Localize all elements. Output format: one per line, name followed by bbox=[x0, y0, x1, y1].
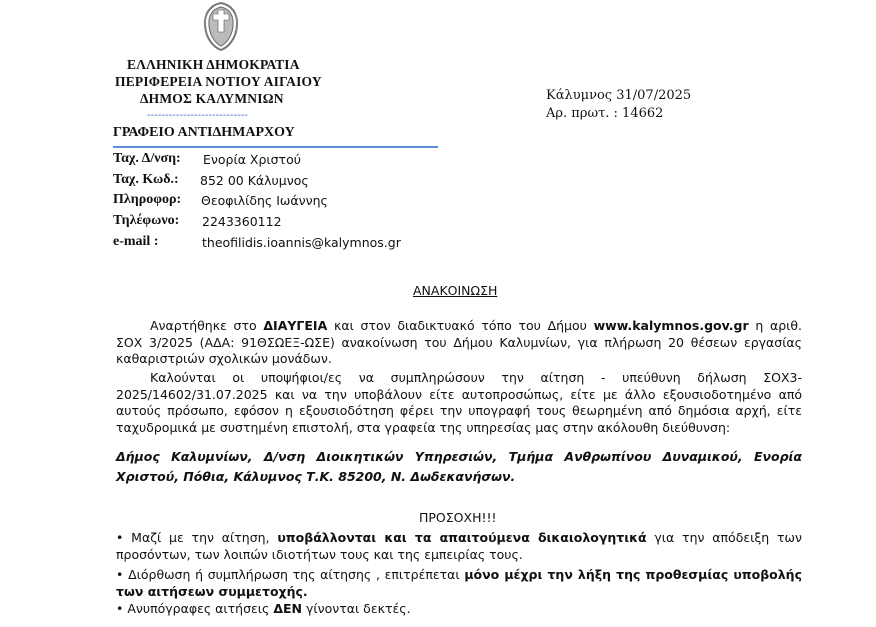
b2-text-a: Διόρθωση ή συμπλήρωση της αίτησης , επιτρέπεται bbox=[123, 567, 465, 582]
p1-website: www.kalymnos.gov.gr bbox=[593, 318, 749, 333]
info-value-phone: 2243360112 bbox=[202, 214, 282, 229]
paragraph-application: Καλούνται οι υποψήφιοι/ες να συμπληρώσουν την αίτηση - υπεύθυνη δήλωση ΣΟΧ3-2025/14602/31.07.2025 και να την υποβάλουν είτε αυτοπροσώπως, είτε με άλλο εξουσιοδοτημένο από αυτούς πρόσωπο, εφόσον η εξουσιοδότηση φέρει την υπογραφή τους θεωρημένη από δημόσια αρχή, είτε ταχυδρομικά με συστημένη επιστολή, στα γραφεία της υπηρεσίας μας στην ακόλουθη διεύθυνση: bbox=[116, 370, 802, 435]
info-label-contact: Πληροφορ: bbox=[113, 192, 182, 207]
header-line-region: ΠΕΡΙΦΕΡΕΙΑ ΝΟΤΙΟΥ ΑΙΓΑΙΟΥ bbox=[115, 74, 322, 89]
p1-text-c: και στον διαδικτυακό τόπο του Δήμου bbox=[327, 318, 594, 333]
paragraph-publication bbox=[116, 318, 802, 368]
bullet-icon: • bbox=[116, 567, 124, 582]
submission-address: Δήμος Καλυμνίων, Δ/νση Διοικητικών Υπηρεσιών, Τμήμα Ανθρωπίνου Δυναμικού, Ενορία Χριστού, Πόθια, Κάλυμνος Τ.Κ. 85200, Ν. Δωδεκανήσων. bbox=[116, 449, 802, 484]
header-line-municipality: ΔΗΜΟΣ ΚΑΛΥΜΝΙΩΝ bbox=[140, 91, 284, 106]
bullet-corrections bbox=[116, 567, 802, 600]
b1-text-c: για την απόδειξη των προσόντων, των λοιπών ιδιοτήτων τους και της εμπειρίας τους. bbox=[116, 530, 803, 562]
info-value-email: theofilidis.ioannis@kalymnos.gr bbox=[202, 235, 401, 250]
bullet-documents bbox=[116, 530, 802, 563]
header-line-republic: ΕΛΛΗΝΙΚΗ ΔΗΜΟΚΡΑΤΙΑ bbox=[127, 57, 300, 72]
b2-bold: μόνο μέχρι την λήξη της προθεσμίας υποβολής των αιτήσεων συμμετοχής. bbox=[116, 567, 802, 599]
info-label-address: Ταχ. Δ/νση: bbox=[113, 151, 181, 166]
b3-text-a: Ανυπόγραφες αιτήσεις bbox=[123, 601, 274, 616]
header-divider bbox=[113, 146, 438, 148]
p1-text-e: η αριθ. ΣΟΧ 3/2025 (ΑΔΑ: 91ΘΣΩΕΞ-ΩΣΕ) ανακοίνωση του Δήμου Καλυμνίων, για πλήρωση 20 θέσεων εργασίας καθαριστριών σχολικών μονάδων. bbox=[116, 318, 802, 366]
b1-text-a: Μαζί με την αίτηση, bbox=[123, 530, 278, 545]
info-label-postcode: Ταχ. Κωδ.: bbox=[113, 172, 179, 187]
p1-text-a: Αναρτήθηκε στο bbox=[150, 318, 264, 333]
b3-text-c: γίνονται δεκτές. bbox=[302, 601, 411, 616]
document-date: Κάλυμνος 31/07/2025 bbox=[546, 88, 692, 103]
info-label-email: e-mail : bbox=[113, 234, 159, 249]
announcement-title: ΑΝΑΚΟΙΝΩΣΗ bbox=[413, 283, 498, 298]
b3-bold: ΔΕΝ bbox=[273, 601, 302, 616]
header-dashes: ---------------------------- bbox=[147, 110, 249, 121]
p1-diavgeia: ΔΙΑΥΓΕΙΑ bbox=[263, 318, 328, 333]
greek-state-emblem-icon bbox=[198, 0, 244, 52]
info-value-postcode: 852 00 Κάλυμνος bbox=[200, 173, 309, 188]
bullet-unsigned bbox=[116, 601, 802, 618]
bullet-icon: • bbox=[116, 530, 124, 545]
info-label-phone: Τηλέφωνο: bbox=[113, 213, 180, 228]
office-title: ΓΡΑΦΕΙΟ ΑΝΤΙΔΗΜΑΡΧΟΥ bbox=[113, 125, 295, 140]
info-value-address: Ενορία Χριστού bbox=[203, 152, 301, 167]
b1-bold: υποβάλλονται και τα απαιτούμενα δικαιολογητικά bbox=[277, 530, 647, 545]
info-value-contact: Θεοφιλίδης Ιωάννης bbox=[201, 193, 328, 208]
bullet-icon: • bbox=[116, 601, 124, 616]
notice-heading: ΠΡΟΣΟΧΗ!!! bbox=[419, 510, 497, 525]
protocol-number: Αρ. πρωτ. : 14662 bbox=[546, 106, 664, 121]
